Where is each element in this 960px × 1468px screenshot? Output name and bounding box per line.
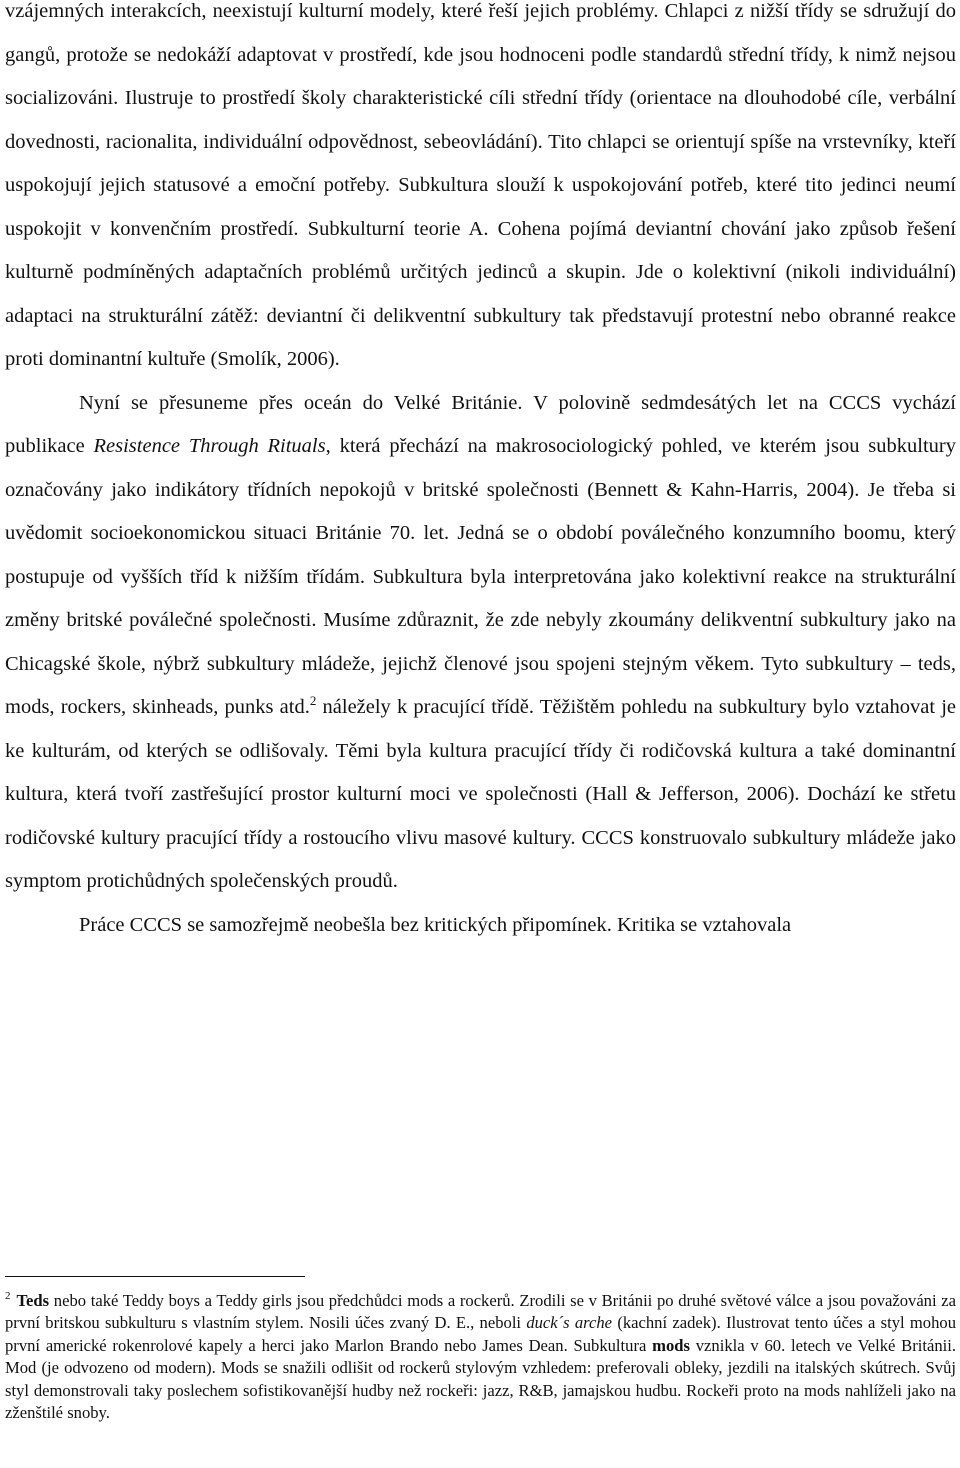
footnote — [5, 1290, 956, 1424]
footnote-term-duck-arche: duck´s arche — [526, 1313, 613, 1333]
footnote-text-a: nebo také Teddy boys a Teddy girls jsou předchůdci mods a rockerů. Zrodili se v Británii po druhé světové válce a jsou považováni za první britskou subkulturu s vlastním stylem. Nosili účes zvaný D. E., neboli — [5, 1291, 956, 1333]
footnote-text-c: vznikla v 60. letech ve Velké Británii. Mod (je odvozeno od modern). Mods se snažili odlišit od rockerů stylovým vzhledem: preferovali obleky, jezdili na italských skútrech. Svůj styl demonstrovali taky poslechem sofistikovanější hudby než rockeři: jazz, R&B, jamajskou hudbu. Rockeři proto na mods nahlíželi jako na zženštilé snoby. — [5, 1335, 956, 1423]
paragraph-1 — [5, 0, 956, 382]
footnote-term-teds: Teds — [16, 1291, 50, 1310]
paragraph-2-text-b: , která přechází na makrosociologický pohled, ve kterém jsou subkultury označovány jako indikátory třídních nepokojů v britské společnosti (Bennett & Kahn-Harris, 2004). Je třeba si uvědomit socioekonomickou situaci Británie 70. let. Jedná se o období poválečného konzumního boomu, který postupuje od vyšších tříd k nižším třídám. Subkultura byla interpretována jako kolektivní reakce na strukturální změny britské poválečné společnosti. Musíme zdůraznit, že zde nebyly zkoumány delikventní subkultury jako na Chicagské škole, nýbrž subkultury mládeže, jejichž členové jsou spojeni stejným věkem. Tyto subkultury – teds, mods, rockers, skinheads, punks atd. — [5, 435, 956, 718]
document-page — [5, 0, 956, 947]
paragraph-3-text: Práce CCCS se samozřejmě neobešla bez kritických připomínek. Kritika se vztahovala — [79, 913, 792, 936]
footnote-separator — [5, 1276, 305, 1277]
publication-title: Resistence Through Rituals — [93, 435, 326, 457]
footnote-number: 2 — [5, 1290, 11, 1303]
paragraph-2-text-c: náležely k pracující třídě. Těžištěm pohledu na subkultury bylo vztahovat je ke kulturám, od kterých se odlišovaly. Těmi byla kultura pracující třídy či rodičovská kultura a také dominantní kultura, která tvoří zastřešující prostor kulturní moci ve společnosti (Hall & Jefferson, 2006). Dochází ke střetu rodičovské kultury pracující třídy a rostoucího vlivu masové kultury. CCCS konstruovalo subkultury mládeže jako symptom protichůdných společenských proudů. — [5, 696, 957, 892]
footnote-text-b: (kachní zadek). Ilustrovat tento účes a styl mohou první americké rokenrolové kapely a herci jako Marlon Brando nebo James Dean. Subkultura — [5, 1313, 956, 1355]
footnote-reference[interactable]: 2 — [309, 693, 317, 709]
paragraph-2 — [5, 382, 956, 904]
footnote-term-mods: mods — [652, 1335, 690, 1355]
paragraph-1-text: vzájemných interakcích, neexistují kulturní modely, které řeší jejich problémy. Chlapci z nižší třídy se sdružují do gangů, protože se nedokáží adaptovat v prostředí, kde jsou hodnoceni podle standardů střední třídy, k nimž nejsou socializováni. Ilustruje to prostředí školy charakteristické cíli střední třídy (orientace na dlouhodobé cíle, verbální dovednosti, racionalita, individuální odpovědnost, sebeovládání). Tito chlapci se orientují spíše na vrstevníky, kteří uspokojují jejich statusové a emoční potřeby. Subkultura slouží k uspokojování potřeb, které tito jedinci neumí uspokojit v konvenčním prostředí. Subkulturní teorie A. Cohena pojímá deviantní chování jako způsob řešení kulturně podmíněných adaptačních problémů určitých jedinců a skupin. Jde o kolektivní (nikoli individuální) adaptaci na strukturální zátěž: deviantní či delikventní subkultury tak představují protestní nebo obranné reakce proti dominantní kultuře (Smolík, 2006). — [5, 0, 956, 370]
paragraph-3 — [5, 904, 956, 948]
paragraph-2-text-a: Nyní se přesuneme přes oceán do Velké Británie. V polovině sedmdesátých let na CCCS vychází publikace — [5, 391, 956, 457]
